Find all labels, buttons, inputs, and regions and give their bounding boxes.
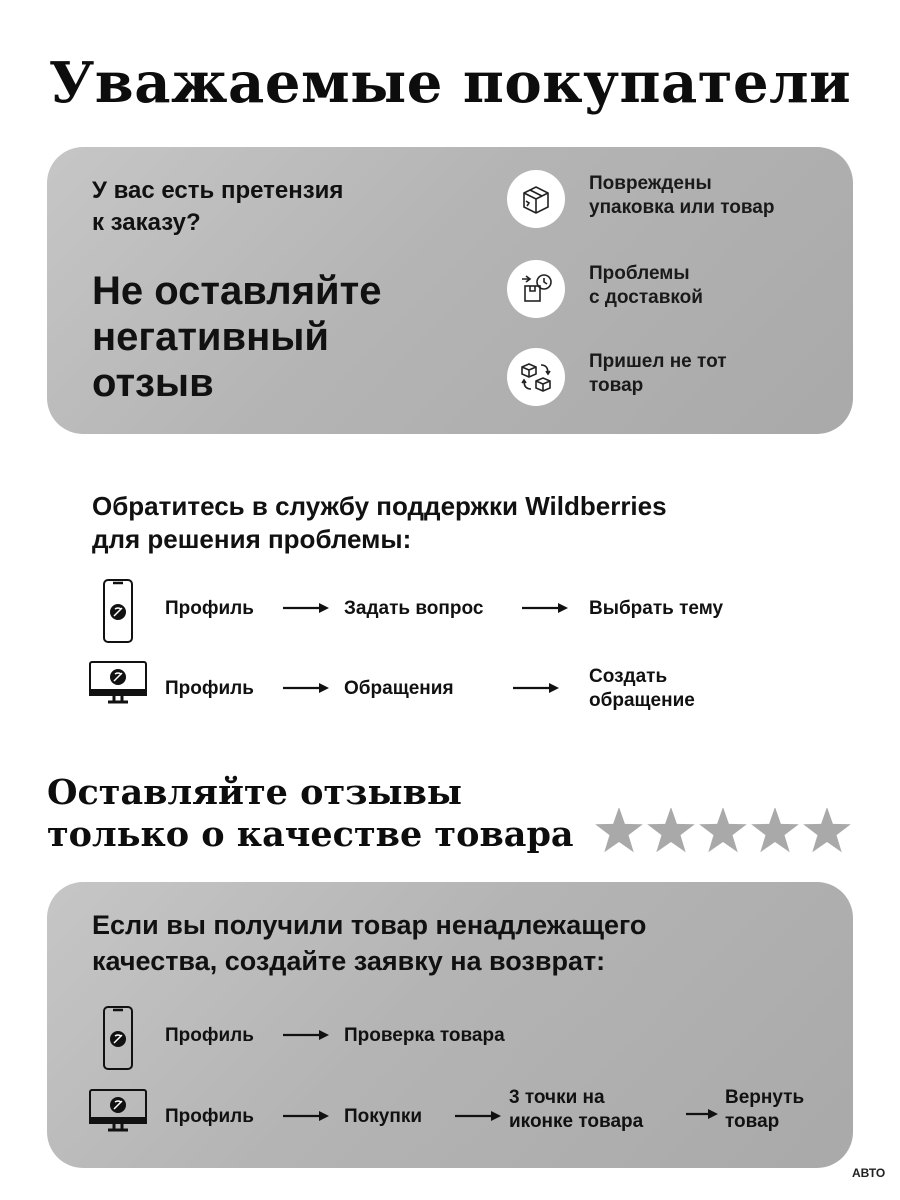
support-create-line2: обращение: [589, 690, 695, 711]
returns-heading: [92, 907, 646, 979]
claim-question-line2: к заказу?: [92, 209, 201, 236]
arrow-right-icon: [283, 1028, 331, 1042]
support-heading: [92, 490, 667, 556]
returns-return-line1: Вернуть: [725, 1087, 805, 1108]
support-mobile-step-ask: Задать вопрос: [344, 598, 484, 619]
avto-logo: АВТО: [852, 1166, 886, 1180]
arrow-right-icon: [283, 681, 331, 695]
support-desktop-step-profile: Профиль: [165, 678, 254, 699]
claim-question-line1: У вас есть претензия: [92, 177, 344, 204]
claim-warning-line1: Не оставляйте: [92, 269, 382, 313]
returns-dots-line1: 3 точки на: [509, 1087, 605, 1108]
star-icon: [595, 808, 643, 852]
arrow-right-icon: [455, 1109, 503, 1123]
returns-desktop-step-return: [725, 1086, 804, 1134]
returns-dots-line2: иконке товара: [509, 1111, 644, 1132]
issue-damaged-line2: упаковка или товар: [589, 197, 775, 218]
smartphone-icon: [102, 578, 134, 649]
support-heading-line2: для решения проблемы:: [92, 524, 412, 554]
monitor-icon: [88, 1088, 148, 1139]
star-icon: [803, 808, 851, 852]
arrow-right-icon: [522, 601, 570, 615]
issue-item-delivery: [507, 260, 847, 320]
claim-warning: [92, 268, 381, 406]
returns-desktop-step-purchases: Покупки: [344, 1106, 423, 1127]
arrow-right-icon: [686, 1107, 720, 1121]
page-title: Уважаемые покупатели: [48, 50, 852, 116]
star-icon: [647, 808, 695, 852]
returns-mobile-step-check: Проверка товара: [344, 1025, 505, 1046]
returns-heading-line2: качества, создайте заявку на возврат:: [92, 946, 606, 976]
reviews-heading: [47, 772, 574, 856]
returns-desktop-step-dots: [509, 1086, 643, 1134]
issue-item-wrong: [507, 348, 847, 408]
support-create-line1: Создать: [589, 666, 668, 687]
star-icon: [751, 808, 799, 852]
reviews-heading-line1: Оставляйте отзывы: [47, 772, 462, 813]
support-heading-line1: Обратитесь в службу поддержки Wildberries: [92, 491, 667, 521]
smartphone-icon: [102, 1005, 134, 1076]
reviews-heading-line2: только о качестве товара: [47, 814, 574, 855]
box-exchange-icon: [507, 348, 565, 406]
star-icon: [699, 808, 747, 852]
monitor-icon: [88, 660, 148, 711]
returns-mobile-step-profile: Профиль: [165, 1025, 254, 1046]
arrow-right-icon: [283, 601, 331, 615]
returns-heading-line1: Если вы получили товар ненадлежащего: [92, 910, 647, 940]
returns-desktop-step-profile: Профиль: [165, 1106, 254, 1127]
support-desktop-step-appeals: Обращения: [344, 678, 454, 699]
claim-warning-line3: отзыв: [92, 361, 214, 405]
issue-damaged-line1: Повреждены: [589, 173, 712, 194]
claim-question: [92, 175, 343, 239]
arrow-right-icon: [513, 681, 561, 695]
arrow-right-icon: [283, 1109, 331, 1123]
support-mobile-step-profile: Профиль: [165, 598, 254, 619]
issue-wrong-line2: товар: [589, 375, 644, 396]
support-mobile-step-topic: Выбрать тему: [589, 598, 724, 619]
issue-delivery-line1: Проблемы: [589, 263, 690, 284]
damaged-box-icon: [507, 170, 565, 228]
issue-wrong-line1: Пришел не тот: [589, 351, 727, 372]
issue-item-damaged: [507, 170, 847, 230]
rating-stars: [594, 808, 854, 854]
support-desktop-step-create: [589, 665, 695, 713]
returns-return-line2: товар: [725, 1111, 780, 1132]
issue-delivery-line2: с доставкой: [589, 287, 703, 308]
claim-warning-line2: негативный: [92, 315, 329, 359]
delivery-clock-icon: [507, 260, 565, 318]
